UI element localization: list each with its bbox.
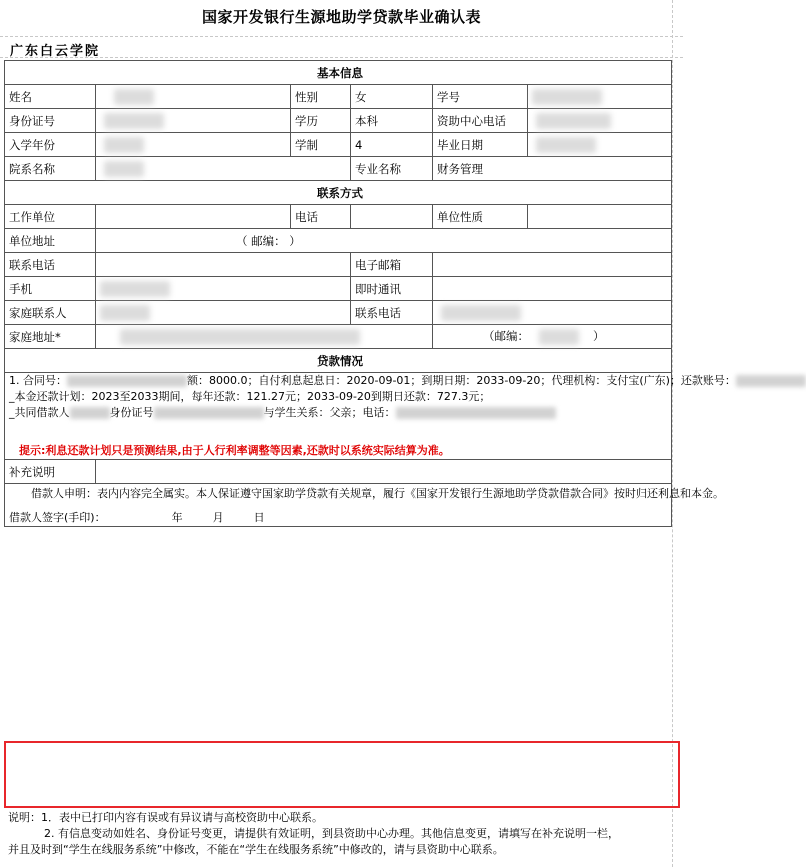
instant-messaging-label: 即时通讯 [351, 277, 433, 301]
note-line-2: 2. 有信息变动如姓名、身份证号变更，请提供有效证明，到县资助中心办理。其他信息变更，请填写在补充说明一栏， [44, 827, 619, 840]
co-borrower-phone-redacted [396, 407, 556, 419]
loan-line-contract [9, 373, 736, 389]
home-address-label: 家庭地址* [5, 325, 96, 349]
id-number-redacted [96, 109, 291, 133]
program-length-label: 学制 [291, 133, 351, 157]
signature-day: 日 [253, 511, 265, 524]
unit-type-value [528, 205, 672, 229]
home-postcode-redacted [539, 329, 579, 345]
mobile-label: 手机 [5, 277, 96, 301]
enrollment-year-label: 入学年份 [5, 133, 96, 157]
graduation-date-redacted [528, 133, 672, 157]
note-line-1: 说明：1．表中已打印内容有误或有异议请与高校资助中心联系。 [8, 811, 323, 824]
loan-line-repayment-plan [9, 389, 671, 405]
repayment-plan-prefix: _本金还款计划：2023至2033期间，每年还款： [9, 390, 247, 403]
aid-center-phone-label: 资助中心电话 [433, 109, 528, 133]
page-guide-school [0, 57, 683, 58]
email-label: 电子邮箱 [351, 253, 433, 277]
signature-line [9, 510, 671, 526]
student-id-label: 学号 [433, 85, 528, 109]
interest-warning: 提示:利息还款计划只是预测结果,由于人行利率调整等因素,还款时以系统实际结算为准。 [19, 444, 450, 457]
id-number-label: 身份证号 [5, 109, 96, 133]
form-title: 国家开发银行生源地助学贷款毕业确认表 [201, 8, 481, 26]
gender-label: 性别 [291, 85, 351, 109]
home-postcode-suffix: ） [593, 329, 605, 344]
co-borrower-name-redacted [70, 407, 110, 419]
phone-label: 电话 [291, 205, 351, 229]
co-borrower-relation: 与学生关系：父亲；电话： [263, 406, 396, 419]
family-phone-label: 联系电话 [351, 301, 433, 325]
contact-phone-label: 联系电话 [5, 253, 96, 277]
signature-month: 月 [212, 511, 224, 524]
notes [8, 810, 680, 858]
employer-label: 工作单位 [5, 205, 96, 229]
repayment-account-redacted [736, 375, 806, 387]
family-contact-label: 家庭联系人 [5, 301, 96, 325]
section-contact-info: 联系方式 [5, 181, 672, 205]
page-guide-top [0, 36, 683, 37]
unit-postcode: （ 邮编： ） [96, 229, 672, 253]
unit-address-label: 单位地址 [5, 229, 96, 253]
loan-contract-prefix: 1. 合同号： [9, 374, 67, 387]
name-value-redacted [96, 85, 291, 109]
major-value: 财务管理 [433, 157, 672, 181]
declaration-highlight-box [4, 741, 680, 808]
co-borrower-id-redacted [154, 407, 264, 419]
section-loan-info: 贷款情况 [5, 349, 672, 373]
gender-value: 女 [351, 85, 433, 109]
note-line-3: 并且及时到“学生在线服务系统”中修改，不能在“学生在线服务系统”中修改的，请与县资助中心联系。 [8, 843, 504, 856]
department-redacted [96, 157, 351, 181]
home-postcode [433, 325, 672, 349]
program-length-value: 4 [351, 133, 433, 157]
signature-year: 年 [171, 511, 183, 524]
enrollment-year-redacted [96, 133, 291, 157]
supplement-value [96, 460, 672, 484]
unit-type-label: 单位性质 [433, 205, 528, 229]
department-label: 院系名称 [5, 157, 96, 181]
instant-messaging-value [433, 277, 672, 301]
section-basic-info: 基本信息 [5, 61, 672, 85]
contract-number-redacted [67, 375, 187, 387]
signature-label: 借款人签字(手印)： [9, 511, 106, 524]
major-label: 专业名称 [351, 157, 433, 181]
student-id-redacted [528, 85, 672, 109]
borrower-declaration-cell [5, 484, 724, 527]
home-postcode-prefix: （邮编： [483, 329, 529, 344]
co-borrower-label: _共同借款人 [9, 406, 70, 419]
name-label: 姓名 [5, 85, 96, 109]
home-address-redacted [96, 325, 433, 349]
contact-phone-value [96, 253, 351, 277]
loan-details [5, 373, 736, 460]
borrower-declaration: 借款人申明：表内内容完全属实。本人保证遵守国家助学贷款有关规章，履行《国家开发银行生源地助学贷款借款合同》按时归还利息和本金。 [31, 487, 724, 500]
graduation-date-label: 毕业日期 [433, 133, 528, 157]
aid-center-phone-redacted [528, 109, 672, 133]
phone-value [351, 205, 433, 229]
family-phone-redacted [433, 301, 672, 325]
loan-contract-details: 额：8000.0；自付利息起息日：2020-09-01；到期日期：2033-09-20；代理机构：支付宝(广东)；还款账号： [187, 374, 736, 387]
page-guide-right [672, 0, 673, 867]
school-name: 广东白云学院 [10, 44, 101, 59]
repayment-plan-details: 121.27元；2033-09-20到期日还款：727.3元； [246, 390, 491, 403]
mobile-redacted [96, 277, 351, 301]
supplement-label: 补充说明 [5, 460, 96, 484]
employer-value [96, 205, 291, 229]
education-label: 学历 [291, 109, 351, 133]
family-contact-redacted [96, 301, 351, 325]
education-value: 本科 [351, 109, 433, 133]
loan-line-co-borrower [9, 405, 671, 421]
confirmation-form-table [4, 60, 736, 527]
co-borrower-id-label: 身份证号 [109, 406, 154, 419]
email-value [433, 253, 672, 277]
